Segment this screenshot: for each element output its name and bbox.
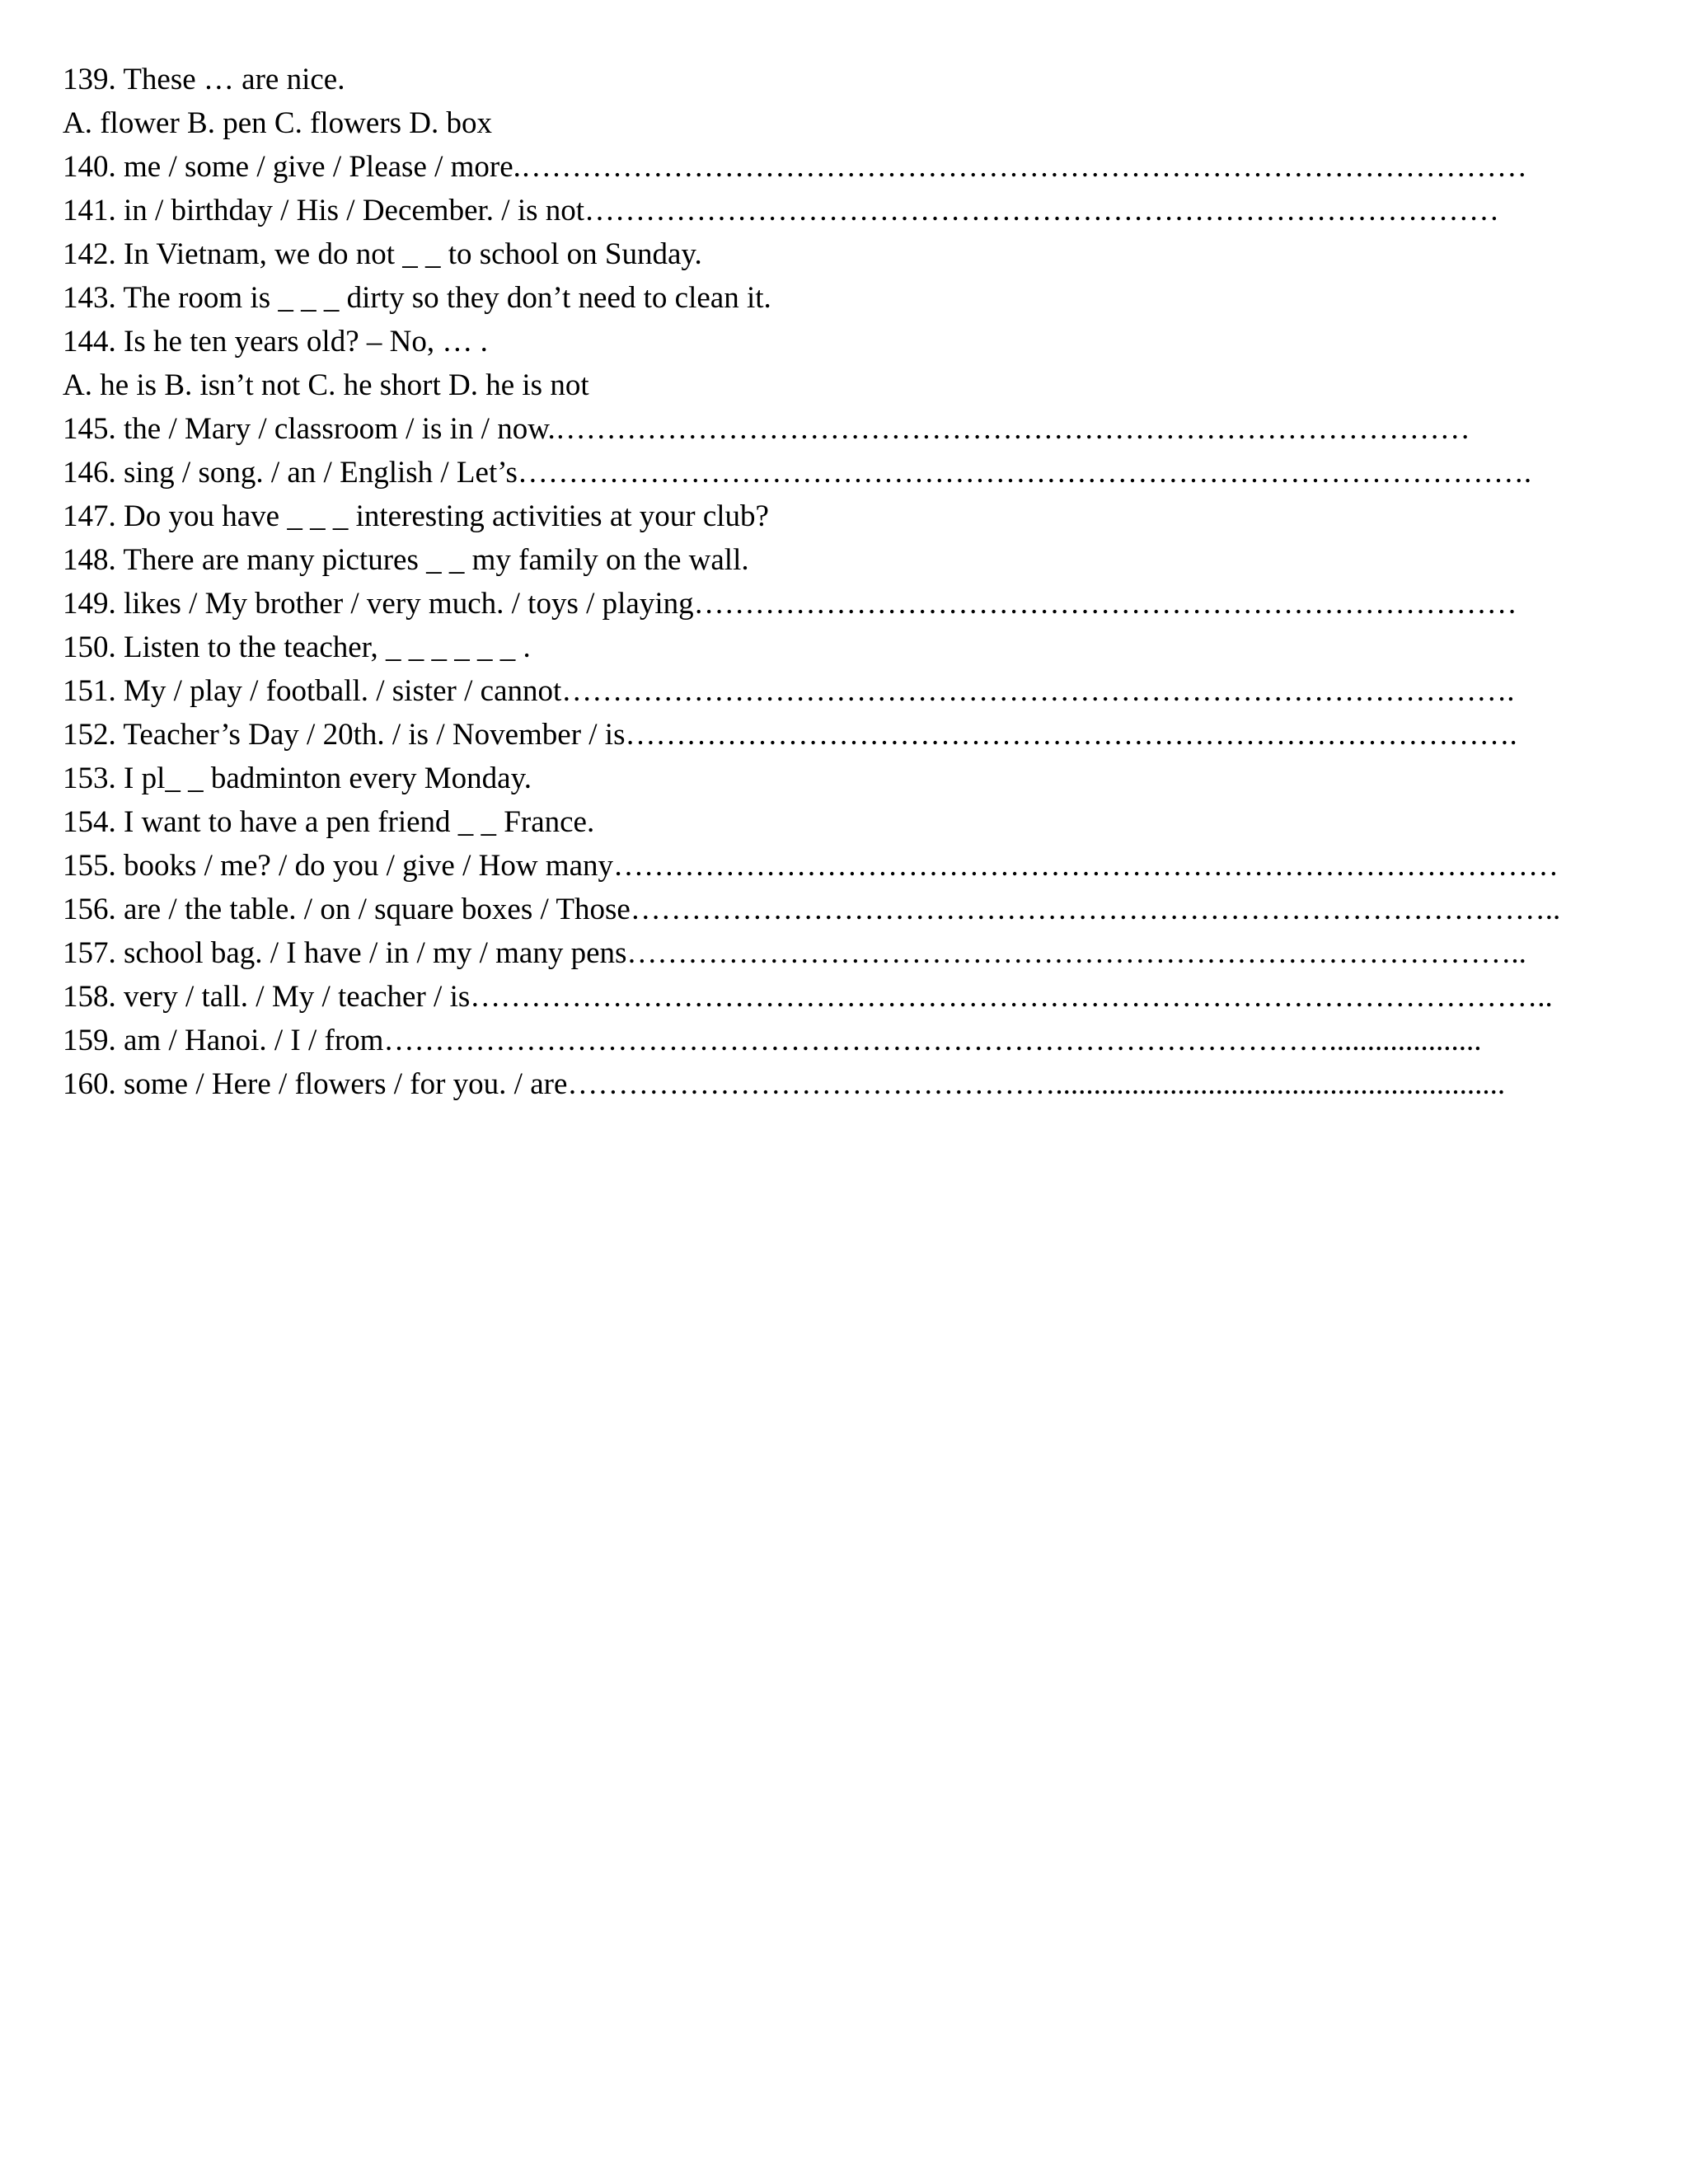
question-143: 143. The room is _ _ _ dirty so they don’t need to clean it. — [63, 281, 771, 315]
question-142: 142. In Vietnam, we do not _ _ to school on Sunday. — [63, 237, 702, 271]
worksheet-page — [63, 58, 1629, 1106]
question-148: 148. There are many pictures _ _ my family on the wall. — [63, 543, 749, 577]
question-159: 159. am / Hanoi. / I / from………………………………………………………………………………….................... — [63, 1024, 1482, 1057]
question-160: 160. some / Here / flowers / for you. / are…………………………………………........................................................... — [63, 1067, 1506, 1101]
question-156: 156. are / the table. / on / square boxes / Those……………………………………………………………………………….. — [63, 893, 1561, 926]
question-155: 155. books / me? / do you / give / How many………………………………………………………………………………… — [63, 849, 1559, 883]
question-153: 153. I pl_ _ badminton every Monday. — [63, 762, 532, 795]
question-147: 147. Do you have _ _ _ interesting activities at your club? — [63, 499, 769, 533]
question-152: 152. Teacher’s Day / 20th. / is / November / is……………………………………………………………………………. — [63, 718, 1517, 752]
options-139: A. flower B. pen C. flowers D. box — [63, 106, 492, 140]
question-139: 139. These … are nice. — [63, 63, 345, 96]
question-157: 157. school bag. / I have / in / my / many pens…………………………………………………………………………….. — [63, 936, 1526, 970]
question-141: 141. in / birthday / His / December. / is not……………………………………………………………………………… — [63, 194, 1500, 227]
question-149: 149. likes / My brother / very much. / toys / playing……………………………………………………………………… — [63, 587, 1517, 621]
question-150: 150. Listen to the teacher, _ _ _ _ _ _ . — [63, 630, 531, 664]
options-144: A. he is B. isn’t not C. he short D. he is not — [63, 368, 589, 402]
question-144: 144. Is he ten years old? – No, … . — [63, 325, 488, 359]
question-158: 158. very / tall. / My / teacher / is…………………………………………………………………………………………….. — [63, 980, 1553, 1014]
question-154: 154. I want to have a pen friend _ _ France. — [63, 805, 595, 839]
question-146: 146. sing / song. / an / English / Let’s………………………………………………………………………………………. — [63, 456, 1532, 490]
question-151: 151. My / play / football. / sister / cannot…………………………………………………………………………………. — [63, 674, 1515, 708]
question-145: 145. the / Mary / classroom / is in / now.……………………………………………………………………………… — [63, 412, 1470, 446]
question-140: 140. me / some / give / Please / more.……………………………………………………………………………………… — [63, 150, 1527, 184]
